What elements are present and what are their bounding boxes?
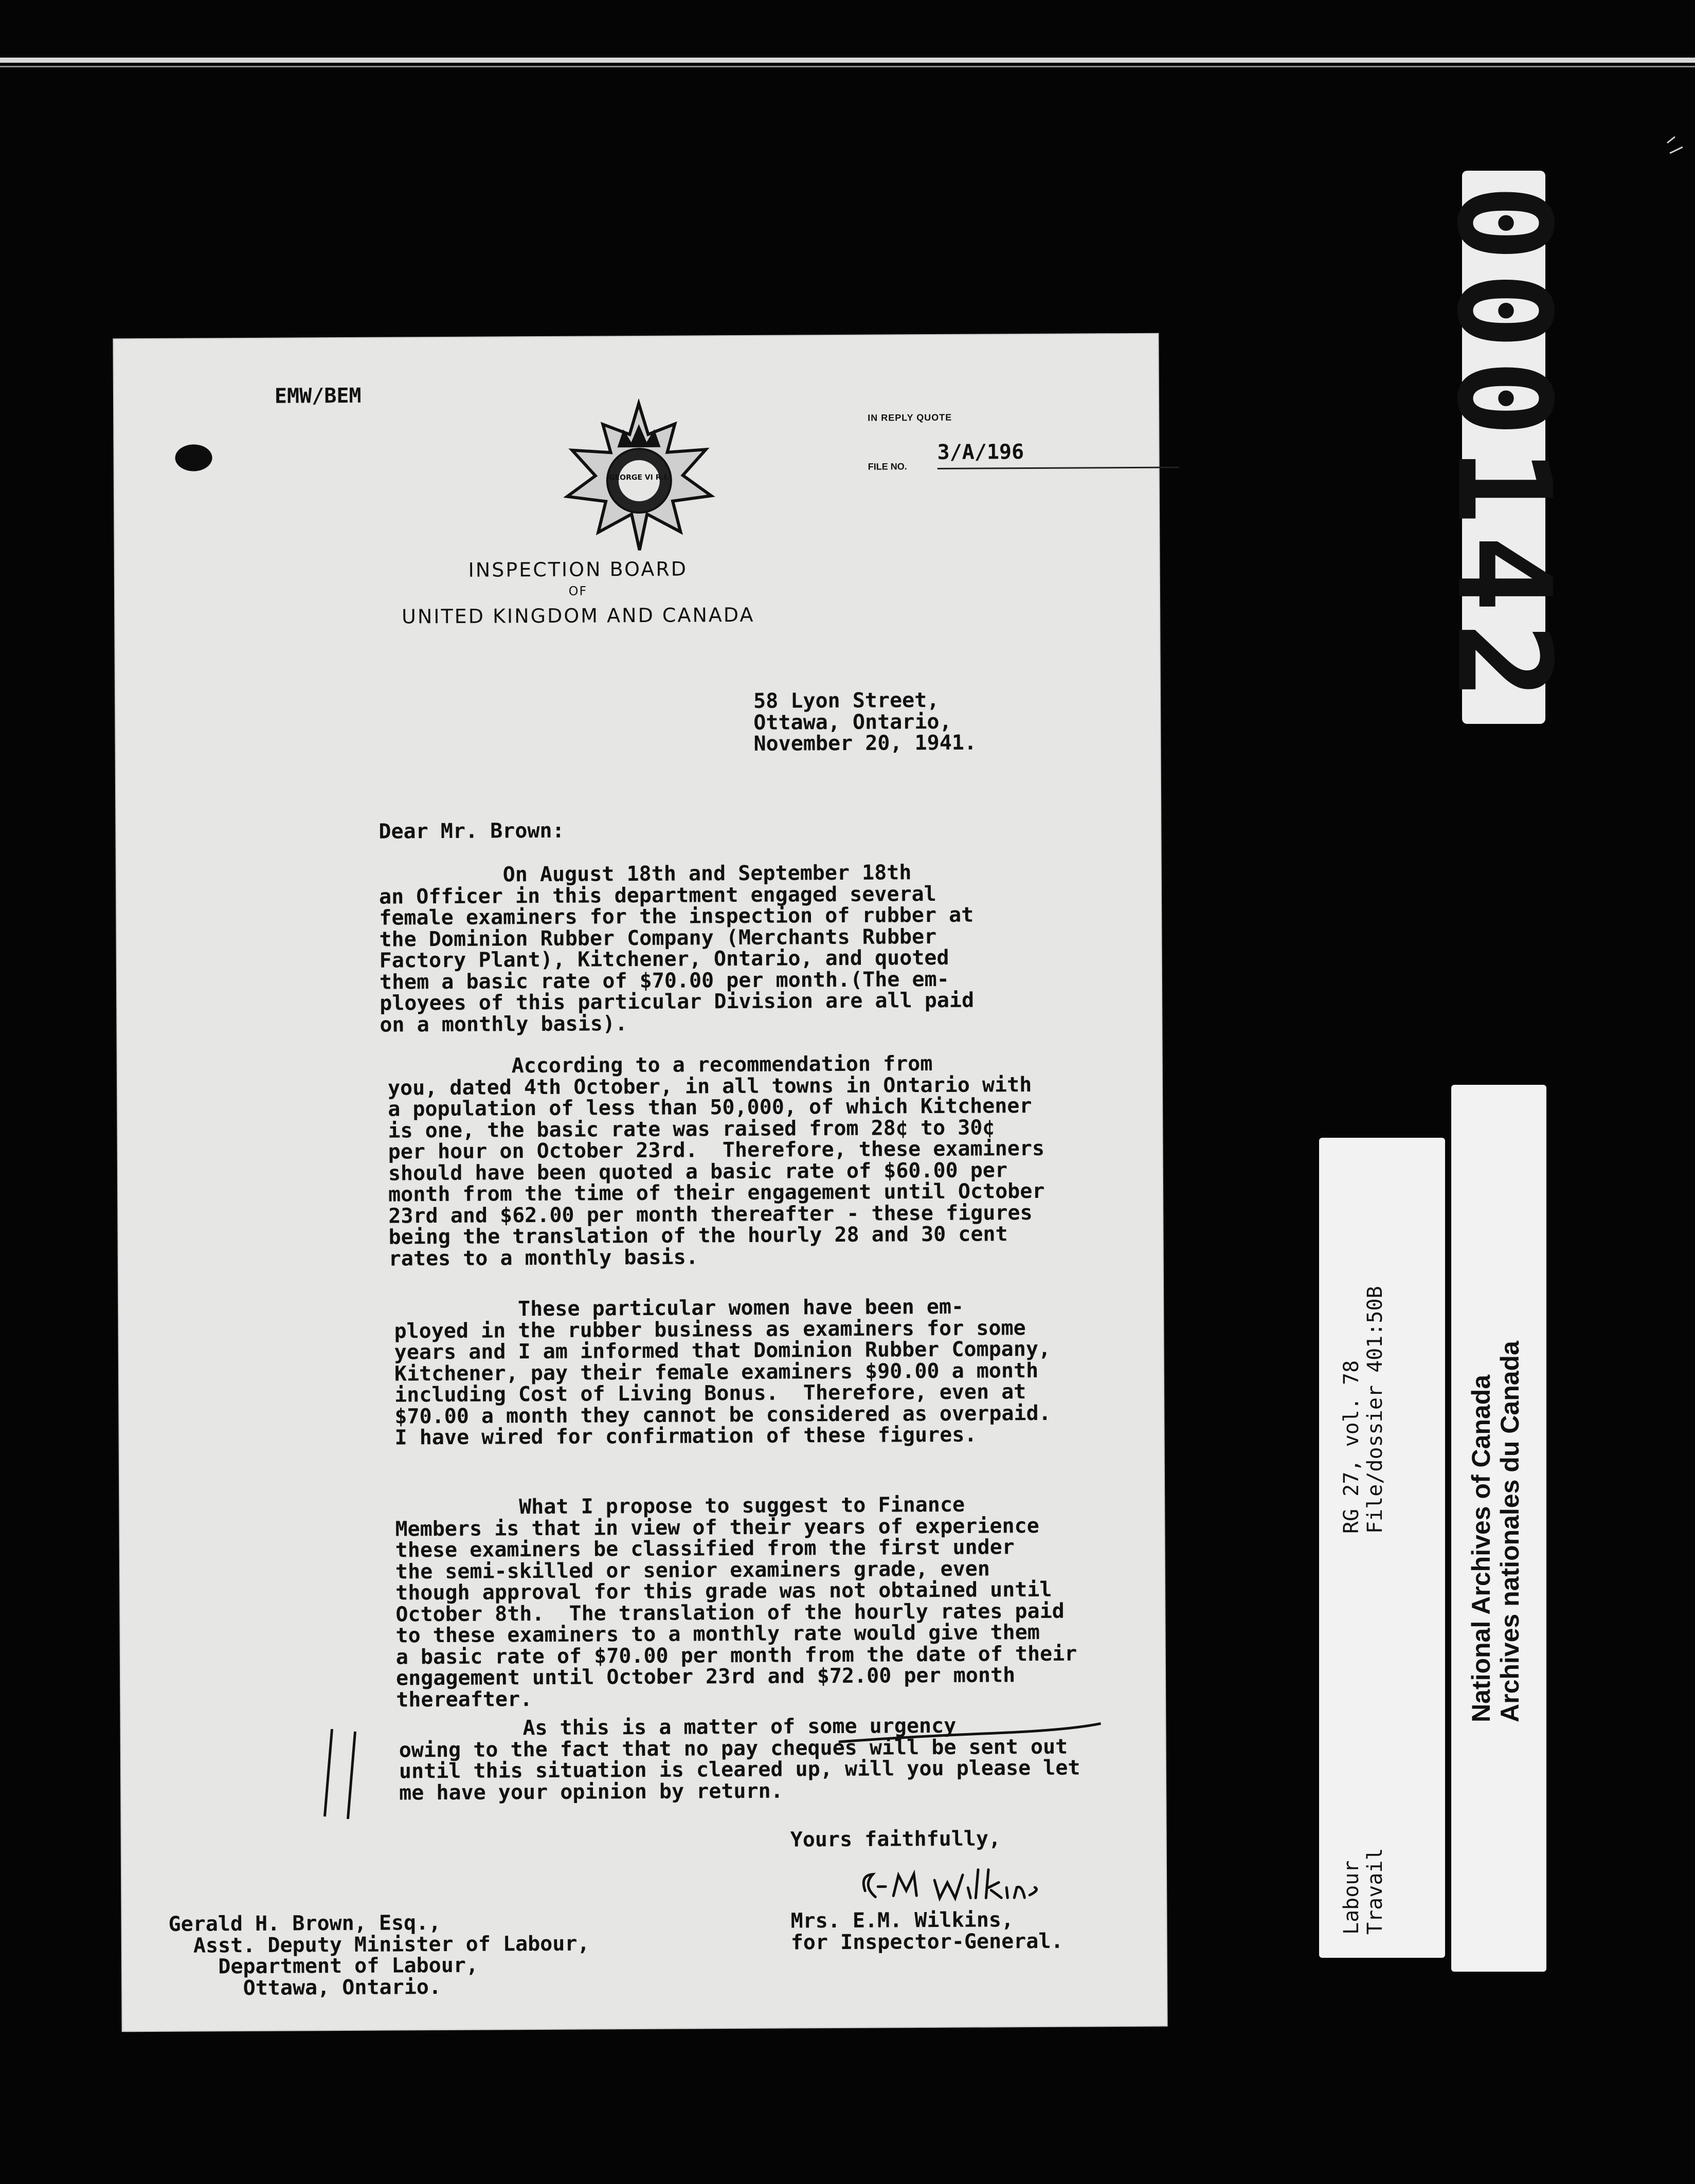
reply-quote-label: IN REPLY QUOTE — [868, 412, 952, 423]
handwritten-underline — [836, 1717, 1103, 1750]
archive-subject: Labour Travail — [1340, 1848, 1387, 1935]
film-edge-line-thin — [0, 66, 1695, 67]
archives-label: National Archives of Canada Archives nationales du Canada — [1467, 1341, 1524, 1722]
archives-label-card — [1451, 1085, 1546, 1972]
film-edge-line — [0, 58, 1695, 63]
letterhead-line-3: UNITED KINGDOM AND CANADA — [401, 603, 755, 628]
recipient-address: Gerald H. Brown, Esq., Asst. Deputy Minister of Labour, Department of Labour, Ottawa, Ontario. — [168, 1911, 590, 2000]
file-no-label: FILE NO. — [868, 461, 907, 472]
handwritten-signature — [857, 1859, 1043, 1912]
closing: Yours faithfully, — [790, 1827, 1001, 1852]
archive-reference-card — [1319, 1138, 1445, 1958]
file-no-value: 3/A/196 — [937, 440, 1024, 464]
crown-maple-leaf-emblem — [556, 398, 722, 553]
letterhead-line-2: OF — [568, 584, 588, 598]
emblem-text: GEORGE VI R.I. — [609, 473, 670, 482]
body-paragraph: According to a recommendation from you, dated 4th October, in all towns in Ontario with a population of less than 50,000, of which Kitchener is one, the basic rate was raised from 28¢ to 30¢ per hour on October 23rd. Therefore, these examiners should have been quoted a basic rate of $60.00 per month from the time of their engagement until October 23rd and $62.00 per month thereafter - these figures being the translation of the hourly 28 and 30 cent rates to a monthly basis. — [387, 1052, 1045, 1271]
body-paragraph: These particular women have been em- ployed in the rubber business as examiners for some years and I am informed that Dominion Rubber Company, Kitchener, pay their female examiners $90.00 a month including Cost of Living Bonus. Therefore, even at $70.00 a month they cannot be considered as overpaid. I have wired for confirmation of these figures. — [394, 1295, 1051, 1450]
body-paragraph: On August 18th and September 18th an Officer in this department engaged several female examiners for the inspection of rubber at the Dominion Rubber Company (Merchants Rubber Factory Plant), Kitchener, Ontario, and quoted them a basic rate of $70.00 per month.(The em- ployees of this particular Division are all paid on a monthly basis). — [378, 861, 975, 1037]
file-no-underline — [937, 466, 1179, 469]
film-tick-mark — [1662, 133, 1688, 163]
archive-reference: RG 27, vol. 78 File/dossier 401:50B — [1340, 1286, 1387, 1534]
letterhead-line-1: INSPECTION BOARD — [468, 557, 688, 581]
frame-number: 000142 — [1429, 184, 1579, 711]
sender-address-date: 58 Lyon Street, Ottawa, Ontario, November 20, 1941. — [753, 688, 977, 756]
reference-initials: EMW/BEM — [274, 384, 362, 408]
handwritten-margin-mark — [312, 1724, 369, 1822]
body-paragraph: What I propose to suggest to Finance Members is that in view of their years of experience these examiners be classified from the first under the semi-skilled or senior examiners grade, even though approval for this grade was not obtained until October 8th. The translation of the hourly rates paid to these examiners to a monthly rate would give them a basic rate of $70.00 per month from the date of their engagement until October 23rd and $72.00 per month thereafter. — [395, 1493, 1077, 1712]
frame-number-strip — [1429, 171, 1579, 724]
body-paragraph: As this is a matter of some urgency owing to the fact that no pay cheques will be sent out until this situation is cleared up, will you please let me have your opinion by return. — [399, 1714, 1080, 1805]
punch-hole — [175, 444, 212, 471]
letter-page — [114, 334, 1166, 2031]
salutation: Dear Mr. Brown: — [378, 818, 565, 844]
signer-name: Mrs. E.M. Wilkins, for Inspector-General. — [790, 1908, 1063, 1954]
